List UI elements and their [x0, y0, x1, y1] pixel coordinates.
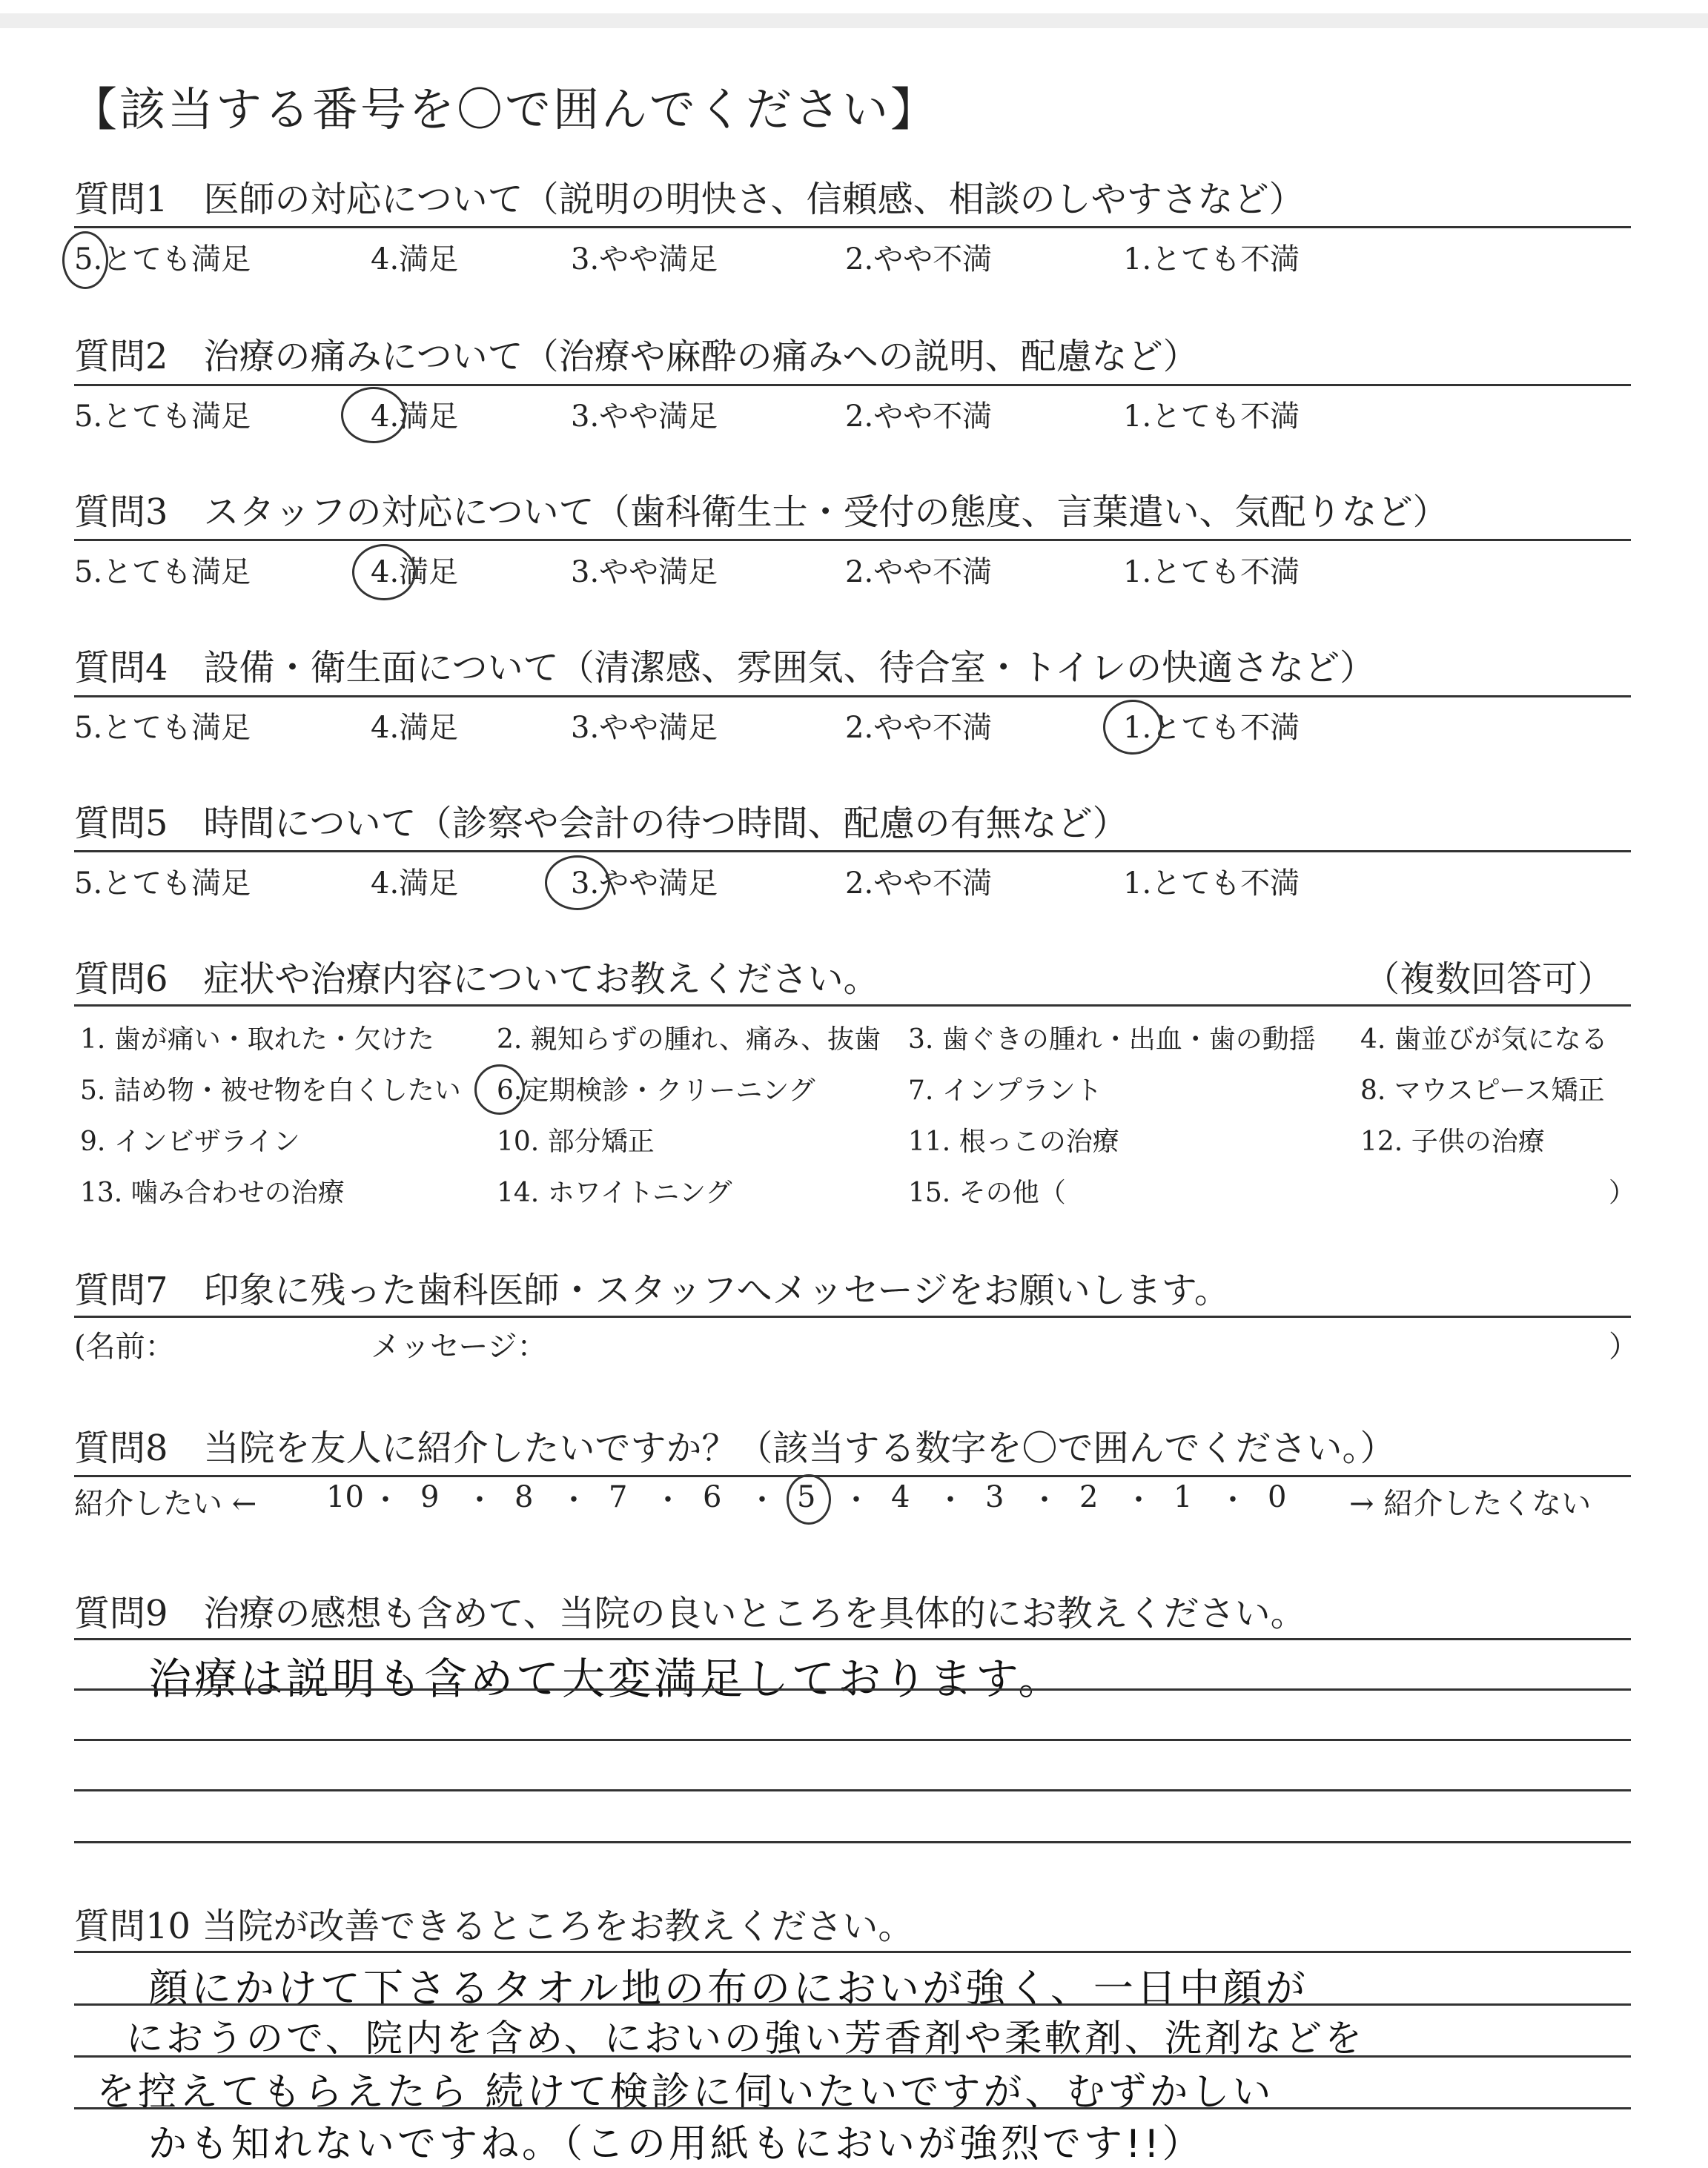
q6-item-14[interactable]: 14. ホワイトニング — [497, 1178, 732, 1208]
q6-selection-circle — [474, 1064, 525, 1115]
q3-title: 質問3 スタッフの対応について（歯科衛生士・受付の態度、言葉遣い、気配りなど） — [74, 491, 1449, 533]
q8-scale-separator: ・ — [1124, 1483, 1153, 1517]
q1-option-2[interactable]: 2.やや不満 — [845, 242, 993, 276]
q5-option-5[interactable]: 5.とても満足 — [74, 866, 251, 901]
q5-option-1[interactable]: 1.とても不満 — [1123, 866, 1300, 901]
q10-line-2 — [74, 2003, 1631, 2006]
q6-note: （複数回答可） — [1364, 958, 1614, 1000]
q8-scale-value[interactable]: 0 — [1268, 1480, 1287, 1514]
q9-line-5 — [74, 1841, 1631, 1843]
q3-option-1[interactable]: 1.とても不満 — [1123, 555, 1300, 589]
q1-selection-circle — [62, 231, 108, 289]
q1-option-5[interactable]: 5.とても満足 — [74, 242, 251, 276]
q5-option-3[interactable]: 3.やや満足 — [571, 866, 718, 901]
q4-title: 質問4 設備・衛生面について（清潔感、雰囲気、待合室・トイレの快適さなど） — [74, 647, 1376, 689]
q8-scale-separator: ・ — [653, 1483, 683, 1517]
q2-option-1[interactable]: 1.とても不満 — [1123, 400, 1300, 434]
q6-item-15[interactable]: 15. その他（ — [908, 1178, 1066, 1208]
q7-rule — [74, 1316, 1631, 1318]
q9-handwritten-answer: 治療は説明も含めて大変満足しております。 — [148, 1654, 1065, 1704]
q6-item-2[interactable]: 2. 親知らずの腫れ、痛み、抜歯 — [497, 1024, 881, 1055]
q8-scale-separator: ・ — [841, 1483, 871, 1517]
q7-message-label: メッセージ： — [371, 1330, 547, 1364]
q8-scale-value[interactable]: 10 — [326, 1480, 364, 1514]
q2-option-3[interactable]: 3.やや満足 — [571, 400, 718, 434]
q1-option-1[interactable]: 1.とても不満 — [1123, 242, 1300, 276]
q10-answer-line-4: かも知れないですね。（この用紙もにおいが強烈です!!） — [148, 2122, 1204, 2167]
q6-item-4[interactable]: 4. 歯並びが気になる — [1360, 1024, 1608, 1055]
q10-line-4 — [74, 2107, 1631, 2109]
q10-answer-line-2: におうので、院内を含め、においの強い芳香剤や柔軟剤、洗剤などを — [126, 2017, 1365, 2060]
q8-scale-value[interactable]: 5 — [797, 1480, 816, 1514]
scan-top-edge — [0, 13, 1708, 28]
q9-line-2 — [74, 1688, 1631, 1691]
q4-option-3[interactable]: 3.やや満足 — [571, 711, 718, 745]
q8-scale-separator: ・ — [936, 1483, 965, 1517]
q8-scale-value[interactable]: 7 — [609, 1480, 628, 1514]
q8-scale-value[interactable]: 4 — [891, 1480, 910, 1514]
q10-answer-line-3: を控えてもらえたら 続けて検診に伺いたいですが、むずかしい — [96, 2070, 1274, 2115]
q3-option-4[interactable]: 4.満足 — [371, 555, 459, 589]
q10-answer-line-1: 顔にかけて下さるタオル地の布のにおいが強く、一日中顔が — [148, 1965, 1308, 2012]
q4-option-2[interactable]: 2.やや不満 — [845, 711, 993, 745]
q8-scale-value[interactable]: 6 — [703, 1480, 722, 1514]
q8-scale-value[interactable]: 1 — [1174, 1480, 1193, 1514]
q2-option-2[interactable]: 2.やや不満 — [845, 400, 993, 434]
q5-rule — [74, 850, 1631, 852]
q8-selection-circle — [787, 1474, 831, 1525]
q8-scale-value[interactable]: 8 — [514, 1480, 534, 1514]
q9-line-4 — [74, 1789, 1631, 1791]
q6-item-9[interactable]: 9. インビザライン — [80, 1127, 300, 1157]
q8-scale-separator: ・ — [559, 1483, 589, 1517]
q6-item-1[interactable]: 1. 歯が痛い・取れた・欠けた — [80, 1024, 434, 1055]
q5-option-4[interactable]: 4.満足 — [371, 866, 459, 901]
q3-rule — [74, 539, 1631, 541]
q6-item-5[interactable]: 5. 詰め物・被せ物を白くしたい — [80, 1075, 461, 1106]
q7-name-label: (名前： — [74, 1330, 175, 1364]
q10-title: 質問10 当院が改善できるところをお教えください。 — [74, 1906, 914, 1947]
q8-left-label: 紹介したい ← — [74, 1487, 257, 1521]
q6-item-12[interactable]: 12. 子供の治療 — [1360, 1127, 1545, 1157]
q5-selection-circle — [545, 855, 610, 910]
q8-scale-separator: ・ — [465, 1483, 494, 1517]
q4-rule — [74, 695, 1631, 697]
q6-item-10[interactable]: 10. 部分矯正 — [497, 1127, 655, 1157]
q8-scale-value[interactable]: 2 — [1079, 1480, 1099, 1514]
q6-item-8[interactable]: 8. マウスピース矯正 — [1360, 1075, 1605, 1106]
q4-option-4[interactable]: 4.満足 — [371, 711, 459, 745]
q6-item-3[interactable]: 3. 歯ぐきの腫れ・出血・歯の動揺 — [908, 1024, 1316, 1055]
q8-right-label: → 紹介したくない — [1349, 1487, 1592, 1521]
q3-option-3[interactable]: 3.やや満足 — [571, 555, 718, 589]
q3-option-5[interactable]: 5.とても満足 — [74, 555, 251, 589]
q6-item-6[interactable]: 6.定期検診・クリーニング — [497, 1075, 815, 1106]
q6-item-11[interactable]: 11. 根っこの治療 — [908, 1127, 1119, 1157]
q8-scale-separator: ・ — [1218, 1483, 1248, 1517]
form-heading: 【該当する番号を〇で囲んでください】 — [71, 82, 939, 136]
q2-rule — [74, 384, 1631, 386]
q7-close-paren: ） — [1609, 1330, 1638, 1364]
q2-selection-circle — [341, 387, 406, 443]
q6-title: 質問6 症状や治療内容についてお教えください。 — [74, 958, 879, 1000]
q8-scale-separator: ・ — [1030, 1483, 1059, 1517]
q4-selection-circle — [1103, 700, 1162, 755]
q5-title: 質問5 時間について（診察や会計の待つ時間、配慮の有無など） — [74, 803, 1128, 844]
q10-line-3 — [74, 2055, 1631, 2058]
q6-rule — [74, 1004, 1631, 1007]
q4-option-5[interactable]: 5.とても満足 — [74, 711, 251, 745]
q1-option-3[interactable]: 3.やや満足 — [571, 242, 718, 276]
q6-item-7[interactable]: 7. インプラント — [908, 1075, 1102, 1106]
q2-title: 質問2 治療の痛みについて（治療や麻酔の痛みへの説明、配慮など） — [74, 336, 1199, 377]
q10-line-1 — [74, 1951, 1631, 1953]
q8-scale-separator: ・ — [747, 1483, 777, 1517]
q1-option-4[interactable]: 4.満足 — [371, 242, 459, 276]
q6-item-15-close: ） — [1609, 1178, 1636, 1208]
q3-option-2[interactable]: 2.やや不満 — [845, 555, 993, 589]
q5-option-2[interactable]: 2.やや不満 — [845, 866, 993, 901]
q3-selection-circle — [352, 544, 416, 600]
q2-option-5[interactable]: 5.とても満足 — [74, 400, 251, 434]
q7-title: 質問7 印象に残った歯科医師・スタッフへメッセージをお願いします。 — [74, 1270, 1230, 1311]
q1-rule — [74, 226, 1631, 228]
q9-line-3 — [74, 1739, 1631, 1741]
q1-title: 質問1 医師の対応について（説明の明快さ、信頼感、相談のしやすさなど） — [74, 179, 1305, 220]
q4-option-1[interactable]: 1.とても不満 — [1123, 711, 1300, 745]
q6-item-13[interactable]: 13. 噛み合わせの治療 — [80, 1178, 345, 1208]
q8-scale-value[interactable]: 3 — [985, 1480, 1004, 1514]
q9-title: 質問9 治療の感想も含めて、当院の良いところを具体的にお教えください。 — [74, 1593, 1306, 1634]
q8-title: 質問8 当院を友人に紹介したいですか？（該当する数字を〇で囲んでください。） — [74, 1428, 1396, 1469]
q2-option-4[interactable]: 4.満足 — [371, 400, 459, 434]
q9-line-1 — [74, 1638, 1631, 1640]
q8-scale-separator: ・ — [371, 1483, 400, 1517]
q8-scale-value[interactable]: 9 — [420, 1480, 440, 1514]
